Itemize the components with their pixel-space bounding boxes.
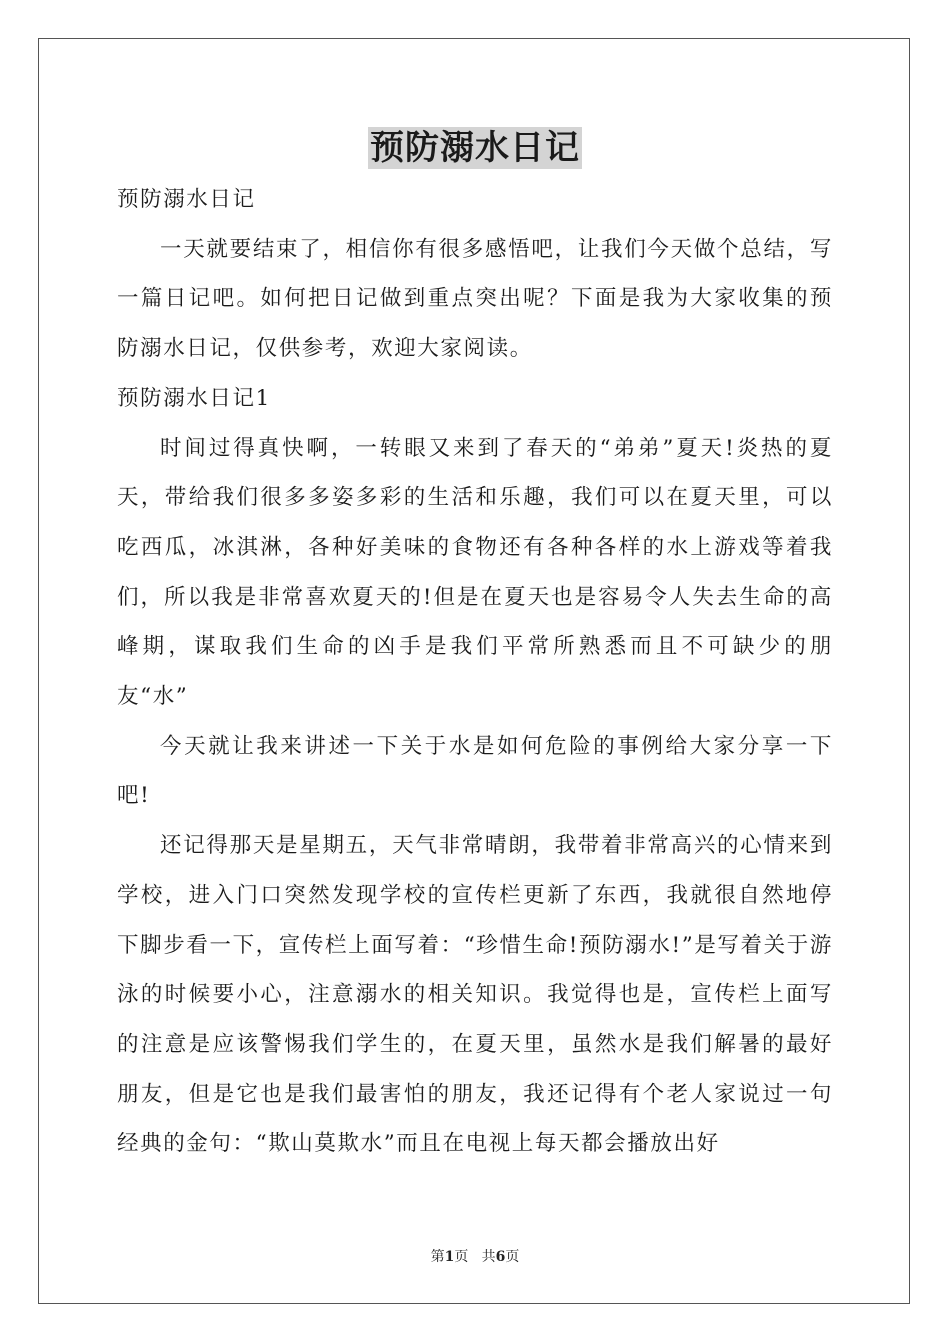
- title-container: [0, 127, 950, 169]
- document-body: [117, 175, 833, 1169]
- section-heading: 预防溺水日记1: [117, 385, 271, 411]
- body-paragraph: 一天就要结束了，相信你有很多感悟吧，让我们今天做个总结，写一篇日记吧。如何把日记做到重点突出呢？下面是我为大家收集的预防溺水日记，仅供参考，欢迎大家阅读。: [117, 236, 833, 362]
- body-paragraph: 时间过得真快啊，一转眼又来到了春天的“弟弟”夏天!炎热的夏天，带给我们很多多姿多彩的生活和乐趣，我们可以在夏天里，可以吃西瓜，冰淇淋，各种好美味的食物还有各种各样的水上游戏等着我们，所以我是非常喜欢夏天的!但是在夏天也是容易令人失去生命的高峰期，谋取我们生命的凶手是我们平常所熟悉而且不可缺少的朋友“水”: [117, 435, 833, 710]
- footer-page-number: 1: [444, 1249, 455, 1265]
- page-footer: [0, 1246, 950, 1266]
- footer-page-prefix: 第: [430, 1249, 445, 1265]
- body-paragraph: 还记得那天是星期五，天气非常晴朗，我带着非常高兴的心情来到学校，进入门口突然发现学校的宣传栏更新了东西，我就很自然地停下脚步看一下，宣传栏上面写着：“珍惜生命!预防溺水!”是写着关于游泳的时候要小心，注意溺水的相关知识。我觉得也是，宣传栏上面写的注意是应该警惕我们学生的，在夏天里，虽然水是我们解暑的最好朋友，但是它也是我们最害怕的朋友，我还记得有个老人家说过一句经典的金句：“欺山莫欺水”而且在电视上每天都会播放出好: [117, 833, 833, 1157]
- document-title: 预防溺水日记: [370, 128, 580, 168]
- footer-total-pages: 6: [495, 1249, 506, 1265]
- footer-total-suffix: 页: [505, 1249, 520, 1265]
- footer-page-suffix: 页: [454, 1249, 469, 1265]
- body-paragraph: 今天就让我来讲述一下关于水是如何危险的事例给大家分享一下吧!: [117, 733, 833, 809]
- section-heading: 预防溺水日记: [117, 187, 256, 212]
- footer-total-prefix: 共: [481, 1249, 496, 1265]
